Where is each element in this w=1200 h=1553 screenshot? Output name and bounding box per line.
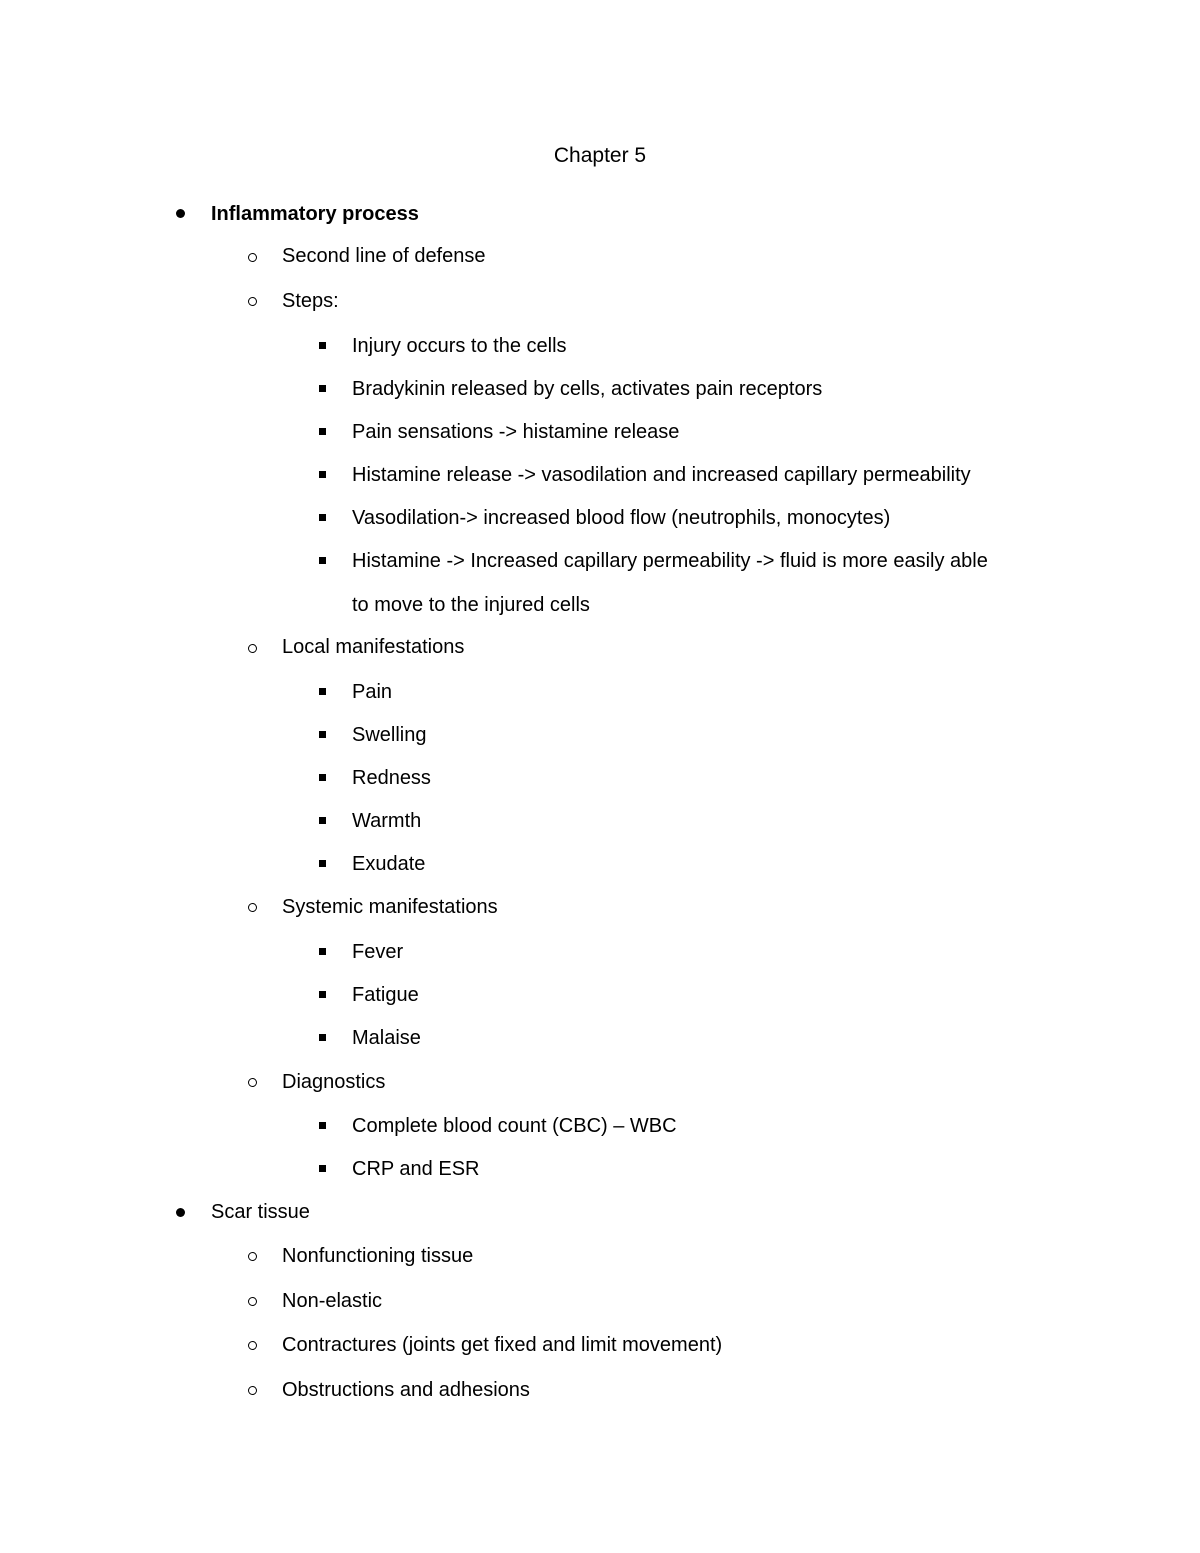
list-item-local: Exudate <box>352 853 426 875</box>
list-item-local: Warmth <box>352 810 422 832</box>
list-item-inflammatory-process: Inflammatory process <box>211 203 419 225</box>
square-bullet-icon <box>319 991 326 998</box>
square-bullet-icon <box>319 1034 326 1041</box>
list-item-step: Bradykinin released by cells, activates pain receptors <box>352 378 823 400</box>
list-item-scar: Obstructions and adhesions <box>282 1379 530 1401</box>
circle-bullet-icon <box>248 1297 257 1306</box>
list-item-systemic-manifestations: Systemic manifestations <box>282 896 498 918</box>
list-item-step: Pain sensations -> histamine release <box>352 421 680 443</box>
list-item-second-line: Second line of defense <box>282 245 486 267</box>
circle-bullet-icon <box>248 1252 257 1261</box>
list-item-step-continuation: to move to the injured cells <box>352 594 590 616</box>
circle-bullet-icon <box>248 644 257 653</box>
list-item-systemic: Fever <box>352 941 404 963</box>
circle-bullet-icon <box>248 253 257 262</box>
square-bullet-icon <box>319 514 326 521</box>
list-item-step: Vasodilation-> increased blood flow (neutrophils, monocytes) <box>352 507 891 529</box>
square-bullet-icon <box>319 731 326 738</box>
square-bullet-icon <box>319 860 326 867</box>
square-bullet-icon <box>319 774 326 781</box>
list-item-systemic: Fatigue <box>352 984 419 1006</box>
bullet-icon <box>176 1208 185 1217</box>
list-item-scar: Nonfunctioning tissue <box>282 1245 474 1267</box>
circle-bullet-icon <box>248 903 257 912</box>
list-item-local: Redness <box>352 767 431 789</box>
square-bullet-icon <box>319 385 326 392</box>
square-bullet-icon <box>319 342 326 349</box>
square-bullet-icon <box>319 1122 326 1129</box>
circle-bullet-icon <box>248 297 257 306</box>
bullet-icon <box>176 209 185 218</box>
square-bullet-icon <box>319 817 326 824</box>
list-item-systemic: Malaise <box>352 1027 421 1049</box>
list-item-scar-tissue: Scar tissue <box>211 1201 310 1223</box>
list-item-steps: Steps: <box>282 290 339 312</box>
square-bullet-icon <box>319 688 326 695</box>
list-item-diagnostics: Diagnostics <box>282 1071 386 1093</box>
circle-bullet-icon <box>248 1341 257 1350</box>
square-bullet-icon <box>319 948 326 955</box>
square-bullet-icon <box>319 1165 326 1172</box>
circle-bullet-icon <box>248 1078 257 1087</box>
list-item-local: Pain <box>352 681 393 703</box>
list-item-step: Histamine -> Increased capillary permeability -> fluid is more easily able <box>352 550 988 572</box>
list-item-local: Swelling <box>352 724 427 746</box>
list-item-step: Injury occurs to the cells <box>352 335 567 357</box>
square-bullet-icon <box>319 557 326 564</box>
list-item-diagnostic: CRP and ESR <box>352 1158 480 1180</box>
list-item-scar: Non-elastic <box>282 1290 383 1312</box>
list-item-step: Histamine release -> vasodilation and increased capillary permeability <box>352 464 971 486</box>
circle-bullet-icon <box>248 1386 257 1395</box>
square-bullet-icon <box>319 471 326 478</box>
list-item-local-manifestations: Local manifestations <box>282 636 465 658</box>
page-title: Chapter 5 <box>553 144 647 167</box>
list-item-scar: Contractures (joints get fixed and limit movement) <box>282 1334 723 1356</box>
square-bullet-icon <box>319 428 326 435</box>
list-item-diagnostic: Complete blood count (CBC) – WBC <box>352 1115 677 1137</box>
